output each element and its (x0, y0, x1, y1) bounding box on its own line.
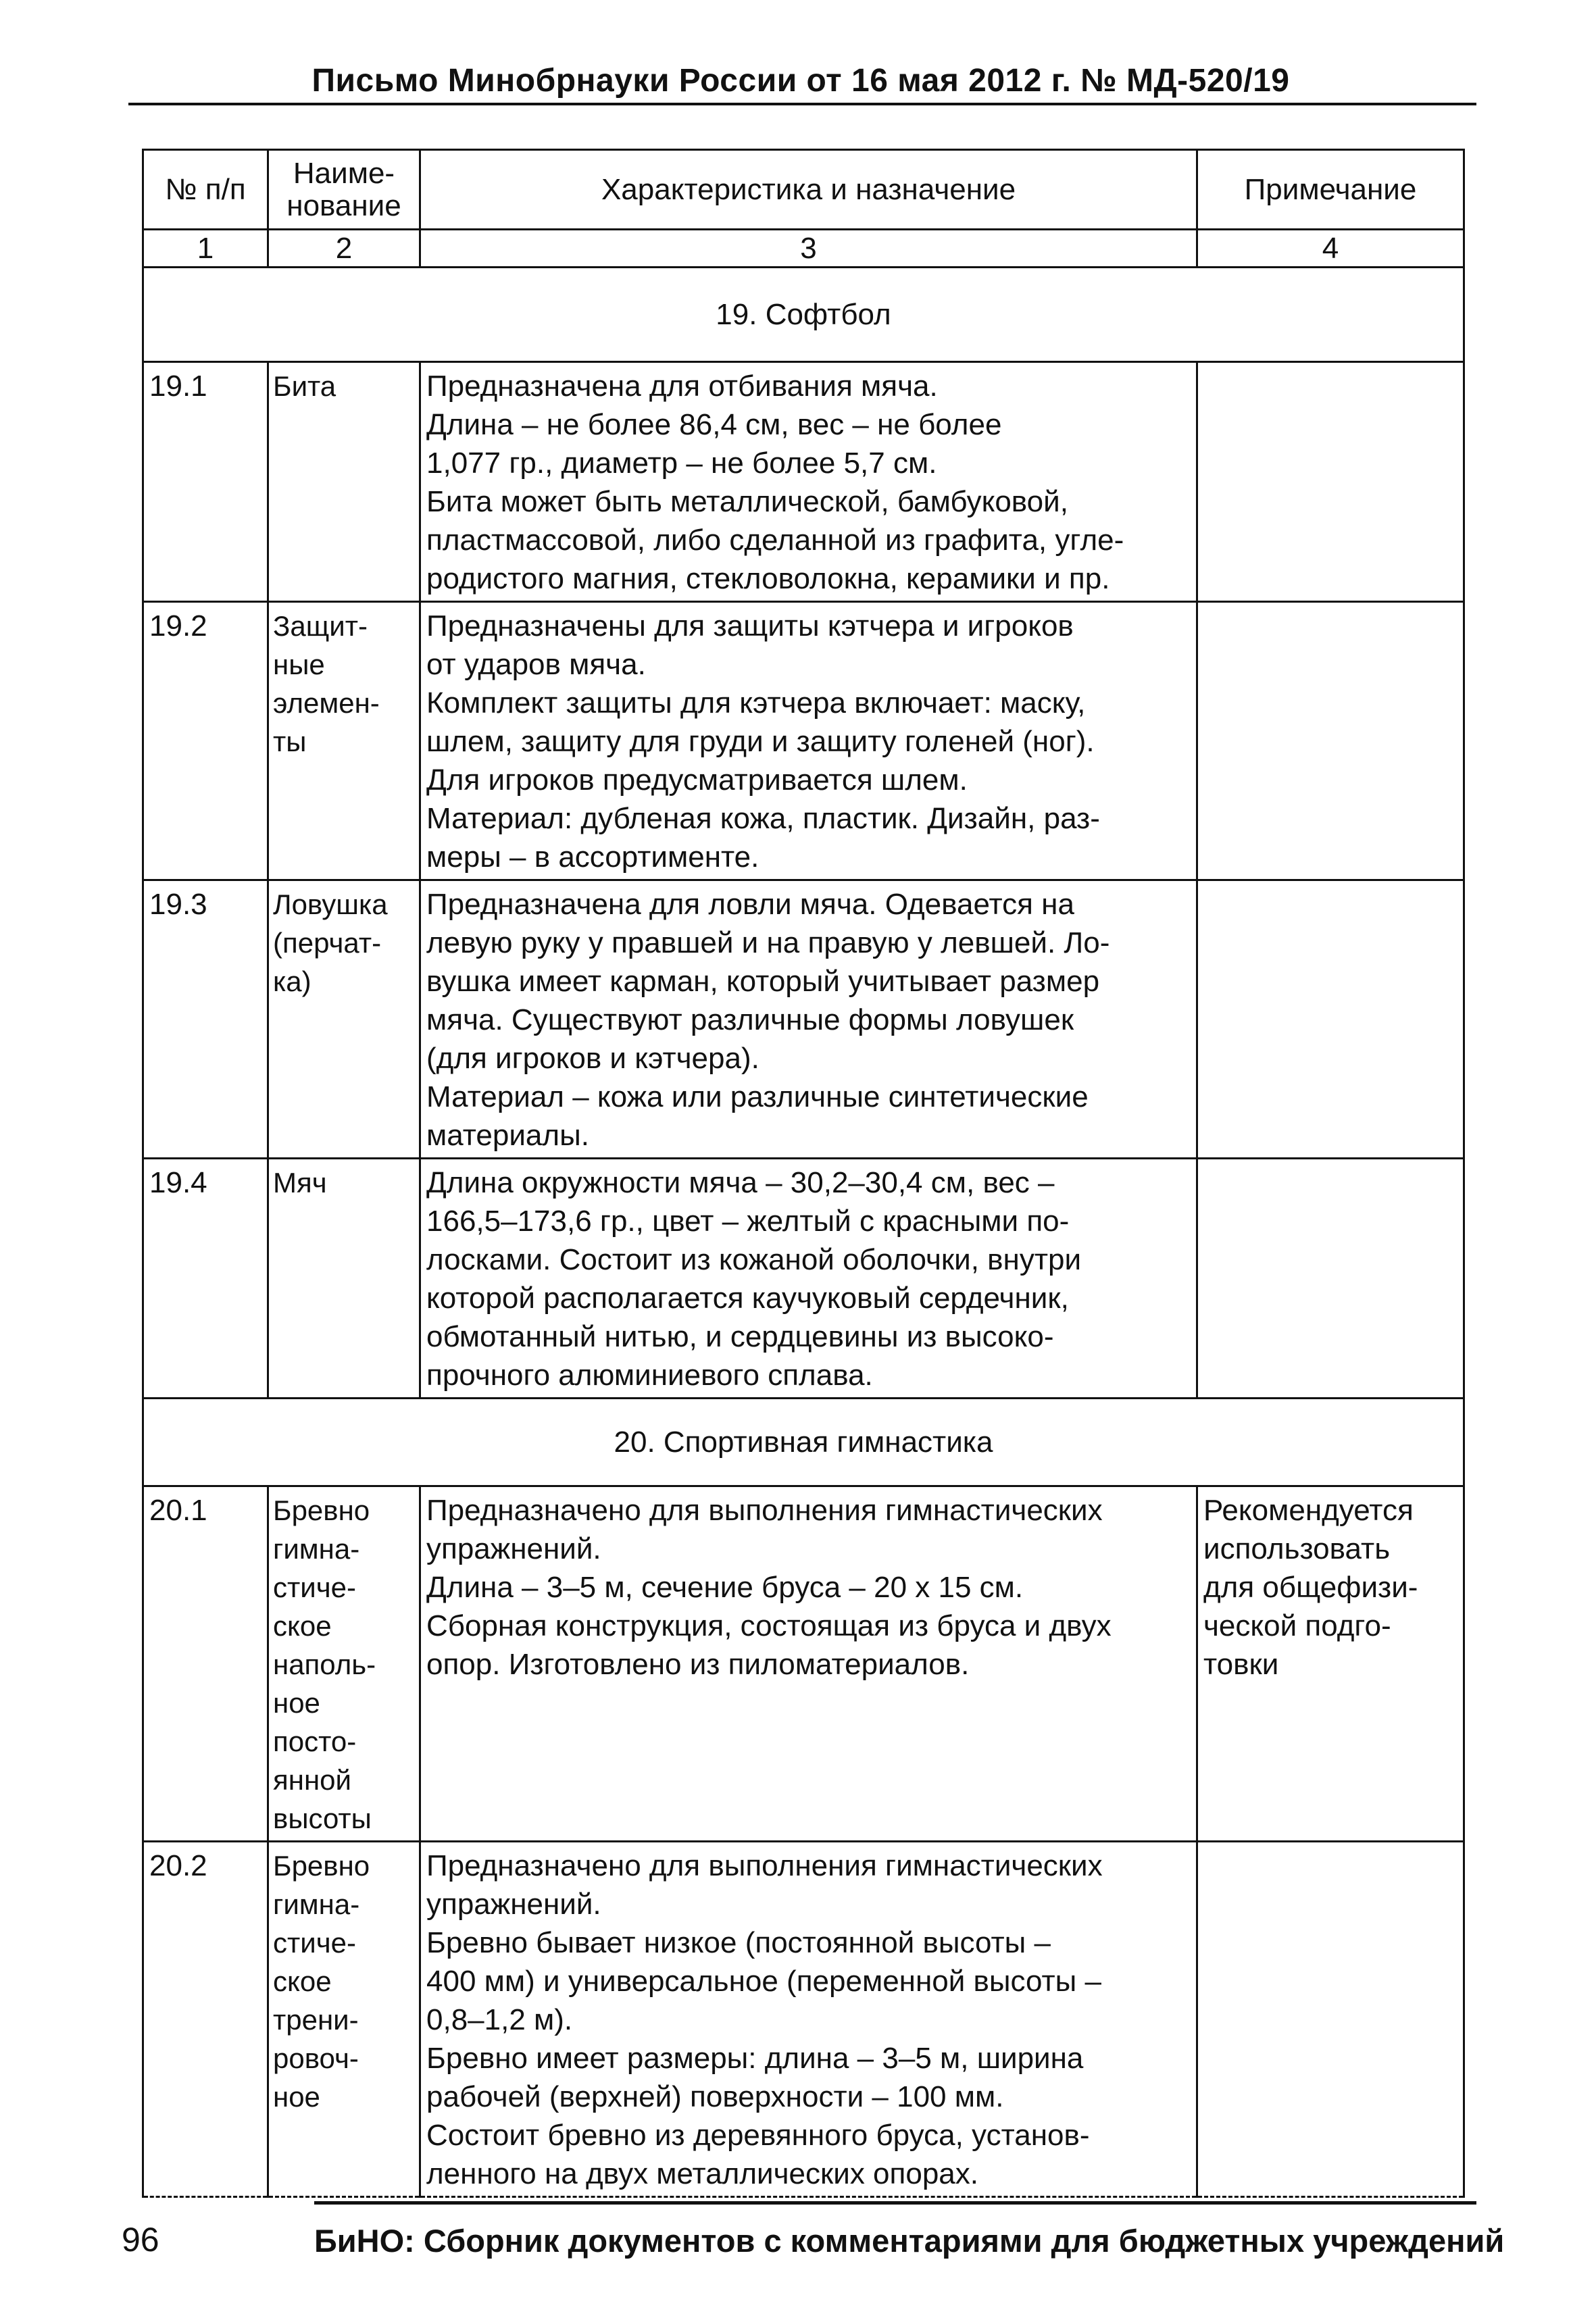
column-number: 3 (420, 230, 1197, 268)
table-row (143, 1159, 1464, 1399)
section-title: 19. Софтбол (143, 268, 1464, 362)
page-title: Письмо Минобрнауки России от 16 мая 2012 г. № МД-520/19 (311, 63, 1290, 99)
table-row (143, 1842, 1464, 2197)
row-number: 19.1 (143, 362, 268, 602)
row-number: 19.4 (143, 1159, 268, 1399)
row-description: Предназначено для выполнения гимнастических упражнений. Бревно бывает низкое (постоянной высоты – 400 мм) и универсальное (переменной высоты – 0,8–1,2 м). Бревно имеет размеры: длина – 3–5 м, ширина рабочей (верхней) поверхности – 100 мм. Состоит бревно из деревянного бруса, установ- ленного на двух металлических опорах. (420, 1842, 1197, 2197)
row-note (1197, 1159, 1464, 1399)
table-header-row (143, 150, 1464, 230)
table-row (143, 880, 1464, 1159)
column-header-description: Характеристика и назначение (420, 150, 1197, 230)
table-row (143, 602, 1464, 880)
row-item-name: Бревно гимна- стиче- ское наполь- ное посто- янной высоты (268, 1486, 420, 1842)
row-description: Предназначена для отбивания мяча. Длина – не более 86,4 см, вес – не более 1,077 гр., диаметр – не более 5,7 см. Бита может быть металлической, бамбуковой, пластмассовой, либо сделанной из графита, угле- родистого магния, стекловолокна, керамики и пр. (420, 362, 1197, 602)
column-header-name: Наиме- нование (268, 150, 420, 230)
row-note (1197, 1842, 1464, 2197)
table-row (143, 1486, 1464, 1842)
row-number: 19.3 (143, 880, 268, 1159)
equipment-table (142, 149, 1465, 2198)
table-row (143, 362, 1464, 602)
row-number: 20.2 (143, 1842, 268, 2197)
row-note (1197, 880, 1464, 1159)
column-number: 4 (1197, 230, 1464, 268)
section-title: 20. Спортивная гимнастика (143, 1399, 1464, 1486)
row-description: Предназначены для защиты кэтчера и игроков от ударов мяча. Комплект защиты для кэтчера включает: маску, шлем, защиту для груди и защиту голеней (ног). Для игроков предусматривается шлем. Материал: дубленая кожа, пластик. Дизайн, раз- меры – в ассортименте. (420, 602, 1197, 880)
row-number: 19.2 (143, 602, 268, 880)
row-number: 20.1 (143, 1486, 268, 1842)
row-note: Рекомендуется использовать для общефизи- ческой подго- товки (1197, 1486, 1464, 1842)
section-heading-row (143, 1399, 1464, 1486)
row-description: Предназначено для выполнения гимнастических упражнений. Длина – 3–5 м, сечение бруса – 20 х 15 см. Сборная конструкция, состоящая из бруса и двух опор. Изготовлено из пиломатериалов. (420, 1486, 1197, 1842)
row-description: Длина окружности мяча – 30,2–30,4 см, вес – 166,5–173,6 гр., цвет – желтый с красными по- лосками. Состоит из кожаной оболочки, внутри которой располагается каучуковый сердечник, обмотанный нитью, и сердцевины из высоко- прочного алюминиевого сплава. (420, 1159, 1197, 1399)
footer-divider (314, 2201, 1476, 2205)
row-note (1197, 602, 1464, 880)
column-header-number: № п/п (143, 150, 268, 230)
row-item-name: Мяч (268, 1159, 420, 1399)
column-numbers-row (143, 230, 1464, 268)
row-description: Предназначена для ловли мяча. Одевается на левую руку у правшей и на правую у левшей. Ло- вушка имеет карман, который учитывает размер мяча. Существуют различные формы ловушек (для игроков и кэтчера). Материал – кожа или различные синтетические материалы. (420, 880, 1197, 1159)
column-header-note: Примечание (1197, 150, 1464, 230)
footer-publication-title: БиНО: Сборник документов с комментариями для бюджетных учреждений (314, 2223, 1505, 2259)
header-divider (128, 103, 1476, 105)
section-heading-row (143, 268, 1464, 362)
column-number: 2 (268, 230, 420, 268)
row-item-name: Бревно гимна- стиче- ское трени- ровоч- ное (268, 1842, 420, 2197)
row-item-name: Защит- ные элемен- ты (268, 602, 420, 880)
page-number: 96 (122, 2221, 159, 2259)
row-note (1197, 362, 1464, 602)
row-item-name: Бита (268, 362, 420, 602)
row-item-name: Ловушка (перчат- ка) (268, 880, 420, 1159)
column-number: 1 (143, 230, 268, 268)
